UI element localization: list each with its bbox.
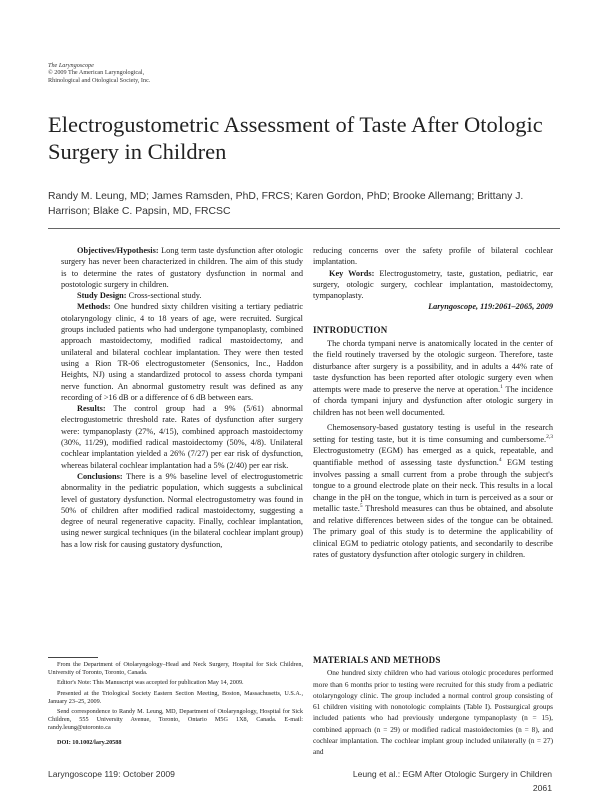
- methods-section: [313, 655, 553, 758]
- introduction-section: [313, 325, 553, 561]
- intro-p2-ref3: 5: [359, 503, 363, 510]
- methods-paragraph: One hundred sixty children who had various otologic procedures performed more than 6 months prior to testing were recruited for this study from a pediatric otolaryngology clinic. The group included a normal control group consisting of 61 children visiting with nonotologic complaints (Table I). Postsurgical groups included patients who had previously undergone tympanoplasty (n = 15), combined approach (n = 29) or modified radical mastoidectomies (n = 8), and cochlear implantation. The cochlear implant group included unilaterally (n = 27) and: [313, 668, 553, 757]
- intro-p2-ref2: 4: [498, 457, 502, 464]
- footnote-affiliation: From the Department of Otolaryngology–Head and Neck Surgery, Hospital for Sick Children, University of Toronto, Toronto, Canada.: [48, 661, 303, 677]
- author-list: Randy M. Leung, MD; James Ramsden, PhD, FRCS; Karen Gordon, PhD; Brooke Allemang; Brittany J. Harrison; Blake C. Papsin, MD, FRCSC: [48, 191, 524, 217]
- abstract-conclusions: [61, 471, 303, 550]
- article-title: Electrogustometric Assessment of Taste After Otologic Surgery in Children: [48, 112, 543, 164]
- journal-name: The Laryngoscope: [48, 62, 94, 69]
- journal-society: Rhinological and Otological Society, Inc.: [48, 76, 151, 84]
- footnote-correspondence: Send correspondence to Randy M. Leung, MD, Department of Otolaryngology, Hospital for Sick Children, 555 University Avenue, Toronto, Ontario M5G 1X8, Canada. E-mail: randy.leung@utoronto.ca: [48, 708, 303, 732]
- abstract-left-column: [61, 245, 303, 550]
- footnotes: [48, 661, 303, 749]
- introduction-heading: INTRODUCTION: [313, 325, 388, 335]
- intro-p2-d: Threshold measures can thus be obtained, and absolute and relative differences between sides of the tongue can be obtained. The primary goal of this study is to determine the applicability of clinical EGM to pediatric otology patients, and secondarily to describe rates of gustatory dysfunction after otologic surgery in children.: [313, 504, 553, 560]
- introduction-paragraph-1: [313, 338, 553, 419]
- intro-p2-c: EGM testing involves passing a small current from a probe through the subject's tongue to a ground electrode plate on their neck. This results in a local change in the pH on the tongue, which in turn is perceived as a sour or metallic taste.: [313, 458, 553, 514]
- results-text: The control group had a 9% (5/61) abnormal electrogustometric threshold rate. Rates of dysfunction after surgery were: tympanoplasty (27%, 4/15), combined approach mastoidectomy (30%, 11/29), modified radical mastoidectomy (50%, 4/8). Unilateral cochlear implantation yielded a 26% (7/27) per ear risk of dysfunction, whereas bilateral cochlear implantation had a 5% (2/40) per ear risk.: [61, 404, 303, 470]
- abstract-methods: [61, 301, 303, 403]
- intro-p2-a: Chemosensory-based gustatory testing is useful in the research setting for testing taste, but it is time consuming and cumbersome.: [313, 423, 553, 444]
- abstract-continued: reducing concerns over the safety profile of bilateral cochlear implantation.: [313, 246, 553, 267]
- design-text: Cross-sectional study.: [128, 291, 202, 301]
- objectives-label: Objectives/Hypothesis:: [77, 246, 159, 255]
- abstract-right-column: [313, 245, 553, 313]
- intro-p1-ref: 1: [500, 383, 503, 390]
- objectives-text: Long term taste dysfunction after otologic surgery has never been characterized in children. The aim of this study is to determine the rates of gustatory dysfunction in normal and postotologic surgery in children.: [61, 246, 304, 289]
- title-divider: [48, 228, 560, 229]
- footer-running-title: Leung et al.: EGM After Otologic Surgery in Children: [352, 769, 552, 779]
- methods-text: One hundred sixty children visiting a tertiary pediatric otolaryngology clinic, 4 to 18 years of age, were recruited. Surgical groups included patients who had undergone tympanoplasty, combined approach mastoidectomy, modified radical mastoidectomy, and unilateral and bilateral cochlear implantation. They were then tested using a Rion TR-06 electrogustometer (Sensonics, Inc., Haddon Heights, NJ) using a standardized protocol to assess chorda tympani nerve function. An abnormal gustometry result was defined as any recording of >16 dB or a difference of 6 dB between ears.: [61, 302, 304, 402]
- abstract-objectives: [61, 245, 303, 290]
- abstract-results: [61, 403, 303, 471]
- abstract-design: [61, 290, 303, 301]
- keywords-label: Key Words:: [329, 268, 375, 278]
- journal-meta: [48, 62, 150, 84]
- footnote-divider: [48, 657, 98, 658]
- keywords-text: Electrogustometry, taste, gustation, pediatric, ear surgery, otologic surgery, cochlear implantation, mastoidectomy, tympanoplasty.: [313, 268, 553, 301]
- footer-journal-issue: Laryngoscope 119: October 2009: [48, 769, 175, 779]
- intro-p2-ref1: 2,3: [546, 434, 553, 441]
- conclusions-label: Conclusions:: [77, 471, 123, 481]
- abstract-keywords: [313, 268, 553, 302]
- footnote-editor-note: Editor's Note: This Manuscript was accepted for publication May 14, 2009.: [57, 679, 244, 687]
- abstract-citation: Laryngoscope, 119:2061–2065, 2009: [428, 302, 553, 312]
- methods-heading: MATERIALS AND METHODS: [313, 655, 441, 665]
- methods-label: Methods:: [77, 302, 111, 312]
- intro-p2-b: Electrogustometry (EGM) has emerged as a quick, repeatable, and quantifiable method of assessing taste dysfunction.: [313, 446, 553, 468]
- page-number: 2061: [532, 783, 552, 793]
- introduction-paragraph-2: [313, 422, 553, 561]
- intro-p1-tail: The incidence of chorda tympani injury and dysfunction after otologic surgery in children has not been well documented.: [313, 384, 553, 417]
- journal-copyright: © 2009 The American Laryngological,: [48, 69, 145, 77]
- results-label: Results:: [77, 404, 106, 414]
- design-label: Study Design:: [77, 291, 127, 301]
- intro-p1-text: The chorda tympani nerve is anatomically located in the center of the field routinely traversed by the otologic surgeon. Therefore, taste disturbance after surgery is a possibility, and in adults a 44% rate of taste dysfunction has been reported after otologic surgery even when attempts were made to preserve the nerve at operation.: [313, 338, 553, 394]
- footnote-presented: Presented at the Triological Society Eastern Section Meeting, Boston, Massachusetts, U.S.A., January 23–25, 2009.: [48, 689, 303, 705]
- doi: DOI: 10.1002/lary.20588: [57, 738, 122, 746]
- conclusions-text: There is a 9% baseline level of electrogustometric abnormality in the pediatric population, which suggests a subclinical level of gustatory dysfunction. Normal electrogustometry was found in 50% of children after modified radical mastoidectomy, suggesting a degree of neural regenerative capacity. Finally, cochlear implantation, using newer surgical techniques (in the bilateral cochlear implant group) has a low risk for causing gustatory dysfunction,: [61, 471, 303, 549]
